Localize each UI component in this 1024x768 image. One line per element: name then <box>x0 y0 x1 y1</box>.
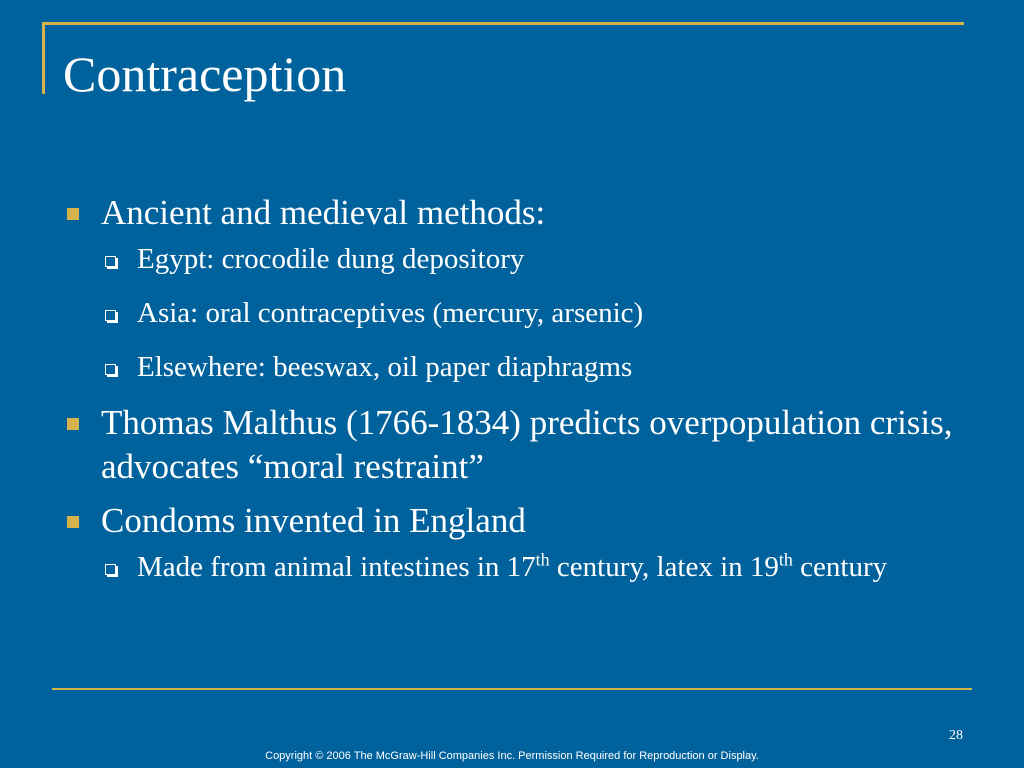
sub-bullet-text: Elsewhere: beeswax, oil paper diaphragms <box>137 351 633 383</box>
square-bullet-icon <box>67 418 79 430</box>
bullet-item <box>60 499 970 587</box>
bottom-divider-line <box>52 688 972 690</box>
sub-bullet-item <box>101 293 970 333</box>
sub-bullet-item <box>101 347 970 387</box>
sub-bullet-list <box>101 239 970 387</box>
bullet-text: Ancient and medieval methods: <box>101 193 546 232</box>
page-number: 28 <box>949 728 963 743</box>
sub-bullet-text: Egypt: crocodile dung depository <box>137 243 525 275</box>
bullet-text: Thomas Malthus (1766-1834) predicts overpopulation crisis, advocates “moral restraint” <box>101 403 953 486</box>
sub-bullet-text-part: century <box>792 551 888 583</box>
bullet-list <box>60 191 970 601</box>
sub-bullet-text: Asia: oral contraceptives (mercury, arsenic) <box>137 297 644 329</box>
hollow-square-bullet-icon <box>105 256 116 267</box>
left-border-line <box>42 22 45 94</box>
bullet-text: Condoms invented in England <box>101 501 526 540</box>
superscript-ordinal: th <box>535 549 550 570</box>
sub-bullet-item <box>101 239 970 279</box>
sub-bullet-text-part: Made from animal intestines in 17 <box>137 551 536 583</box>
top-border-line <box>42 22 964 25</box>
slide-title: Contraception <box>63 46 347 102</box>
bullet-item <box>60 191 970 387</box>
sub-bullet-text-part: century, latex in 19 <box>549 551 779 583</box>
sub-bullet-item <box>101 547 970 587</box>
square-bullet-icon <box>67 208 79 220</box>
square-bullet-icon <box>67 516 79 528</box>
hollow-square-bullet-icon <box>105 564 116 575</box>
superscript-ordinal: th <box>778 549 793 570</box>
copyright-notice: Copyright © 2006 The McGraw-Hill Companies Inc. Permission Required for Reproduction or Display. <box>265 750 759 762</box>
hollow-square-bullet-icon <box>105 364 116 375</box>
sub-bullet-list <box>101 547 970 587</box>
hollow-square-bullet-icon <box>105 310 116 321</box>
bullet-item <box>60 401 970 489</box>
